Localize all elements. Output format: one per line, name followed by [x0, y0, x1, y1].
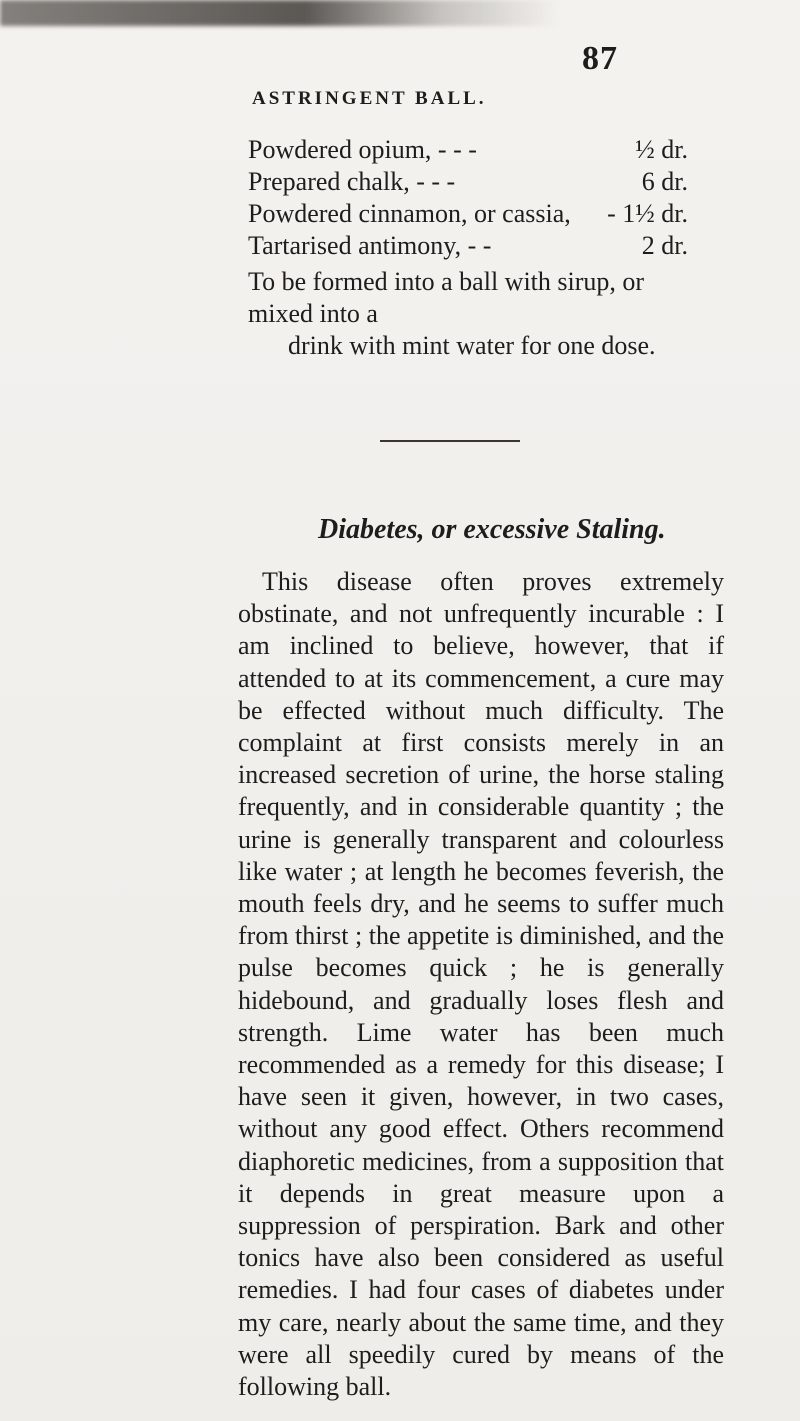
page-edge-shadow: [0, 0, 800, 26]
recipe-ingredient: Prepared chalk, - - -: [248, 167, 456, 196]
recipe-line: [248, 134, 688, 166]
directions-line-1: To be formed into a ball with sirup, or mixed into a: [248, 267, 645, 328]
recipe-ingredient: Powdered cinnamon, or cassia,: [248, 199, 571, 228]
recipe-quantity: 6 dr.: [641, 167, 688, 196]
recipe-quantity: 2 dr.: [641, 231, 688, 260]
recipe-quantity: ½ dr.: [635, 135, 688, 164]
recipe-ingredient: Powdered opium, - - -: [248, 135, 477, 164]
body-paragraph: This disease often proves extremely obstinate, and not unfrequently incurable : I am inclined to believe, however, that if attended to at its commencement, a cure may be effected without much difficulty. The complaint at first consists merely in an increased secretion of urine, the horse staling frequently, and in considerable quantity ; the urine is generally transparent and colourless like water ; at length he becomes feverish, the mouth feels dry, and he seems to suffer much from thirst ; the appetite is diminished, and the pulse becomes quick ; he is generally hidebound, and gradually loses flesh and strength. Lime water has been much recommended as a remedy for this disease; I have seen it given, however, in two cases, without any good effect. Others recommend diaphoretic medicines, from a supposition that it depends in great measure upon a suppression of perspiration. Bark and other tonics have also been considered as useful remedies. I had four cases of diabetes under my care, nearly about the same time, and they were all speedily cured by means of the following ball.: [238, 567, 724, 1402]
recipe-quantity: - 1½ dr.: [607, 199, 688, 228]
page-number: 87: [582, 40, 618, 77]
recipe-line: [248, 198, 688, 230]
recipe-line: [248, 166, 688, 198]
directions-line-2: drink with mint water for one dose.: [288, 331, 656, 360]
subheading: Diabetes, or excessive Staling.: [318, 514, 666, 545]
recipe-list: [248, 134, 688, 262]
section-title: ASTRINGENT BALL.: [252, 88, 487, 109]
recipe-ingredient: Tartarised antimony, - -: [248, 231, 492, 260]
recipe-directions: [248, 266, 698, 362]
recipe-line: [248, 230, 688, 262]
section-divider: [380, 440, 520, 442]
